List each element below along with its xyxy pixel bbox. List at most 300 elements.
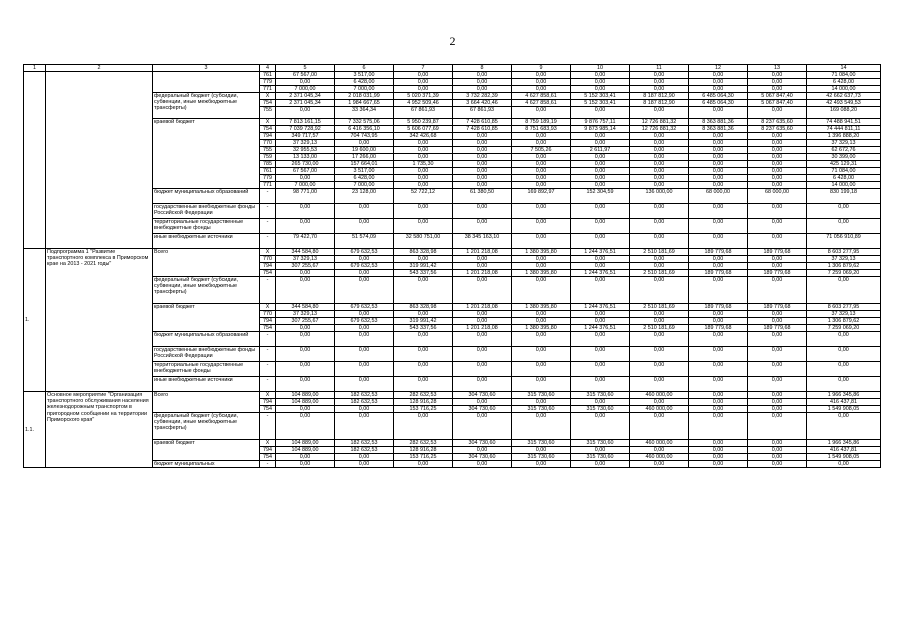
amount-cell: 14 000,00 (807, 182, 881, 189)
amount-cell: 12 726 881,32 (630, 119, 689, 126)
kbk-code-cell: - (260, 189, 276, 204)
amount-cell: 4 627 858,61 (512, 93, 571, 100)
amount-cell: 0,00 (630, 79, 689, 86)
amount-cell: 0,00 (630, 204, 689, 219)
amount-cell: 2 018 031,99 (335, 93, 394, 100)
amount-cell: 8 363 881,36 (689, 126, 748, 133)
amount-cell: 6 416 356,10 (335, 126, 394, 133)
amount-cell: 0,00 (394, 461, 453, 468)
amount-cell: 0,00 (689, 182, 748, 189)
amount-cell: 0,00 (630, 399, 689, 406)
amount-cell: 0,00 (748, 204, 807, 219)
amount-cell: 6 428,00 (807, 175, 881, 182)
kbk-code-cell: X (260, 249, 276, 256)
kbk-code-cell: X (260, 392, 276, 399)
amount-cell: 0,00 (571, 168, 630, 175)
amount-cell: 2 371 045,34 (276, 100, 335, 107)
amount-cell: 1 380 395,80 (512, 325, 571, 332)
funding-source-label: краевой бюджет (153, 304, 260, 332)
amount-cell: 679 632,53 (335, 249, 394, 256)
amount-cell: 315 730,60 (571, 440, 630, 447)
amount-cell: 0,00 (335, 362, 394, 377)
amount-cell: 0,00 (276, 270, 335, 277)
amount-cell: 1 735,30 (394, 161, 453, 168)
amount-cell: 0,00 (571, 175, 630, 182)
amount-cell: 189 779,68 (689, 249, 748, 256)
amount-cell: 0,00 (630, 168, 689, 175)
amount-cell: 0,00 (807, 413, 881, 440)
amount-cell: 0,00 (748, 277, 807, 304)
amount-cell: 0,00 (571, 447, 630, 454)
amount-cell: 0,00 (453, 204, 512, 219)
funding-source-label: бюджет муниципальных образований (153, 189, 260, 204)
amount-cell: 0,00 (689, 147, 748, 154)
kbk-code-cell: - (260, 234, 276, 249)
amount-cell: 863 328,98 (394, 249, 453, 256)
amount-cell: 863 328,98 (394, 304, 453, 311)
amount-cell: 0,00 (335, 140, 394, 147)
amount-cell: 0,00 (512, 263, 571, 270)
amount-cell: 0,00 (453, 175, 512, 182)
amount-cell: 0,00 (689, 154, 748, 161)
amount-cell: 0,00 (276, 332, 335, 347)
funding-source-label: территориальные государственные внебюджетные фонды (153, 362, 260, 377)
amount-cell: 0,00 (335, 332, 394, 347)
amount-cell: 0,00 (571, 263, 630, 270)
amount-cell: 1 201 218,08 (453, 249, 512, 256)
amount-cell: 0,00 (394, 72, 453, 79)
amount-cell: 0,00 (748, 406, 807, 413)
amount-cell: 2 510 181,69 (630, 270, 689, 277)
header-row (24, 65, 881, 72)
amount-cell: 0,00 (689, 332, 748, 347)
amount-cell: 7 000,00 (276, 86, 335, 93)
amount-cell: 0,00 (807, 204, 881, 219)
amount-cell: 0,00 (748, 377, 807, 392)
table-row (24, 440, 881, 447)
amount-cell: 0,00 (571, 219, 630, 234)
amount-cell: 0,00 (748, 413, 807, 440)
column-number-cell: 4 (260, 65, 276, 72)
kbk-code-cell: 755 (260, 147, 276, 154)
amount-cell: 67 861,93 (453, 107, 512, 119)
kbk-code-cell: 754 (260, 100, 276, 107)
amount-cell: 0,00 (689, 311, 748, 318)
kbk-code-cell: 754 (260, 325, 276, 332)
amount-cell: 0,00 (689, 79, 748, 86)
column-number-cell: 6 (335, 65, 394, 72)
amount-cell: 67 567,00 (276, 168, 335, 175)
column-number-cell: 13 (748, 65, 807, 72)
amount-cell: 2 611,97 (571, 147, 630, 154)
amount-cell: 5 152 303,41 (571, 100, 630, 107)
kbk-code-cell: 794 (260, 399, 276, 406)
amount-cell: 0,00 (453, 362, 512, 377)
amount-cell: 5 067 847,40 (748, 100, 807, 107)
amount-cell: 98 771,00 (276, 189, 335, 204)
amount-cell: 0,00 (276, 204, 335, 219)
amount-cell: 0,00 (630, 413, 689, 440)
amount-cell: 0,00 (689, 140, 748, 147)
amount-cell: 0,00 (571, 377, 630, 392)
amount-cell: 704 743,95 (335, 133, 394, 140)
amount-cell: 0,00 (394, 140, 453, 147)
amount-cell: 0,00 (512, 399, 571, 406)
amount-cell: 0,00 (571, 256, 630, 263)
amount-cell: 0,00 (453, 79, 512, 86)
amount-cell: 0,00 (453, 140, 512, 147)
amount-cell: 0,00 (689, 377, 748, 392)
amount-cell: 0,00 (689, 256, 748, 263)
amount-cell: 0,00 (630, 263, 689, 270)
amount-cell: 0,00 (748, 362, 807, 377)
amount-cell: 0,00 (689, 168, 748, 175)
amount-cell: 0,00 (394, 86, 453, 93)
amount-cell: 460 000,00 (630, 406, 689, 413)
amount-cell: 7 000,00 (335, 182, 394, 189)
amount-cell: 0,00 (512, 168, 571, 175)
amount-cell: 0,00 (512, 318, 571, 325)
amount-cell: 169 088,20 (807, 107, 881, 119)
kbk-code-cell: 794 (260, 263, 276, 270)
amount-cell: 0,00 (630, 147, 689, 154)
kbk-code-cell: 759 (260, 154, 276, 161)
amount-cell: 0,00 (689, 318, 748, 325)
amount-cell: 0,00 (748, 447, 807, 454)
amount-cell: 0,00 (689, 362, 748, 377)
amount-cell: 425 129,31 (807, 161, 881, 168)
amount-cell: 0,00 (453, 347, 512, 362)
amount-cell: 182 632,53 (335, 447, 394, 454)
amount-cell: 0,00 (394, 256, 453, 263)
column-number-cell: 2 (46, 65, 153, 72)
amount-cell: 7 000,00 (335, 86, 394, 93)
column-number-cell: 8 (453, 65, 512, 72)
kbk-code-cell: - (260, 413, 276, 440)
amount-cell: 0,00 (807, 362, 881, 377)
amount-cell: 32 580 751,00 (394, 234, 453, 249)
amount-cell: 0,00 (571, 347, 630, 362)
kbk-code-cell: 779 (260, 175, 276, 182)
amount-cell: 1 396 888,20 (807, 133, 881, 140)
kbk-code-cell: - (260, 219, 276, 234)
amount-cell: 0,00 (276, 347, 335, 362)
funding-source-label: иные внебюджетные источники (153, 234, 260, 249)
amount-cell: 37 329,13 (807, 256, 881, 263)
amount-cell: 0,00 (512, 219, 571, 234)
amount-cell: 0,00 (748, 318, 807, 325)
kbk-code-cell: 794 (260, 318, 276, 325)
amount-cell: 0,00 (453, 86, 512, 93)
amount-cell: 0,00 (689, 454, 748, 461)
amount-cell: 0,00 (630, 133, 689, 140)
amount-cell: 1 380 395,80 (512, 270, 571, 277)
amount-cell: 0,00 (335, 347, 394, 362)
amount-cell: 0,00 (276, 454, 335, 461)
amount-cell: 460 000,00 (630, 454, 689, 461)
kbk-code-cell: 794 (260, 133, 276, 140)
amount-cell: 104 889,00 (276, 392, 335, 399)
amount-cell: 0,00 (630, 277, 689, 304)
amount-cell: 182 632,53 (335, 399, 394, 406)
amount-cell: 61 380,50 (453, 189, 512, 204)
amount-cell: 79 422,70 (276, 234, 335, 249)
amount-cell: 37 329,13 (276, 311, 335, 318)
amount-cell: 0,00 (630, 461, 689, 468)
amount-cell: 17 266,00 (335, 154, 394, 161)
amount-cell: 0,00 (276, 219, 335, 234)
amount-cell: 136 000,00 (630, 189, 689, 204)
kbk-code-cell: - (260, 461, 276, 468)
amount-cell: 0,00 (394, 154, 453, 161)
amount-cell: 543 337,56 (394, 325, 453, 332)
amount-cell: 0,00 (512, 311, 571, 318)
amount-cell: 189 779,68 (748, 249, 807, 256)
kbk-code-cell: 761 (260, 72, 276, 79)
amount-cell: 153 716,25 (394, 406, 453, 413)
column-number-cell: 9 (512, 65, 571, 72)
column-number-cell: 10 (571, 65, 630, 72)
amount-cell: 315 730,60 (571, 406, 630, 413)
amount-cell: 0,00 (807, 347, 881, 362)
column-number-cell: 11 (630, 65, 689, 72)
amount-cell: 0,00 (748, 256, 807, 263)
amount-cell: 0,00 (335, 406, 394, 413)
amount-cell: 0,00 (453, 161, 512, 168)
amount-cell: 12 726 881,32 (630, 126, 689, 133)
amount-cell: 0,00 (571, 107, 630, 119)
amount-cell: 0,00 (276, 325, 335, 332)
amount-cell: 67 861,93 (394, 107, 453, 119)
amount-cell: 0,00 (689, 107, 748, 119)
amount-cell: 6 428,00 (335, 175, 394, 182)
amount-cell: 0,00 (748, 234, 807, 249)
amount-cell: 68 000,00 (748, 189, 807, 204)
amount-cell: 0,00 (748, 311, 807, 318)
amount-cell: 1 244 376,51 (571, 249, 630, 256)
amount-cell: 3 732 282,39 (453, 93, 512, 100)
amount-cell: 0,00 (453, 447, 512, 454)
amount-cell: 13 133,00 (276, 154, 335, 161)
amount-cell: 0,00 (630, 175, 689, 182)
amount-cell: 0,00 (571, 461, 630, 468)
amount-cell: 307 255,67 (276, 318, 335, 325)
amount-cell: 1 201 218,08 (453, 304, 512, 311)
kbk-code-cell: 779 (260, 79, 276, 86)
amount-cell: 315 730,60 (512, 454, 571, 461)
kbk-code-cell: X (260, 304, 276, 311)
amount-cell: 0,00 (748, 154, 807, 161)
kbk-code-cell: 770 (260, 140, 276, 147)
amount-cell: 0,00 (748, 182, 807, 189)
amount-cell: 0,00 (394, 332, 453, 347)
amount-cell: 0,00 (689, 133, 748, 140)
program-name-cell (46, 72, 153, 249)
amount-cell: 0,00 (453, 399, 512, 406)
amount-cell: 0,00 (394, 168, 453, 175)
amount-cell: 5 152 303,41 (571, 93, 630, 100)
amount-cell: 62 672,76 (807, 147, 881, 154)
amount-cell: 0,00 (630, 362, 689, 377)
amount-cell: 0,00 (512, 377, 571, 392)
kbk-code-cell: - (260, 362, 276, 377)
amount-cell: 307 255,67 (276, 263, 335, 270)
amount-cell: 5 020 371,39 (394, 93, 453, 100)
amount-cell: 0,00 (512, 256, 571, 263)
kbk-code-cell: 770 (260, 311, 276, 318)
amount-cell: 0,00 (571, 332, 630, 347)
amount-cell: 0,00 (748, 392, 807, 399)
amount-cell: 71 084,00 (807, 168, 881, 175)
amount-cell: 23 128,00 (335, 189, 394, 204)
budget-table (23, 64, 881, 468)
amount-cell: 7 259 069,20 (807, 325, 881, 332)
amount-cell: 679 632,53 (335, 304, 394, 311)
amount-cell: 7 039 728,92 (276, 126, 335, 133)
kbk-code-cell: X (260, 440, 276, 447)
amount-cell: 0,00 (453, 154, 512, 161)
amount-cell: 0,00 (630, 377, 689, 392)
amount-cell: 0,00 (394, 347, 453, 362)
amount-cell: 460 000,00 (630, 440, 689, 447)
amount-cell: 0,00 (335, 256, 394, 263)
amount-cell: 342 426,68 (394, 133, 453, 140)
table-row (24, 392, 881, 399)
funding-source-label: государственные внебюджетные фонды Российской Федерации (153, 204, 260, 219)
amount-cell: 0,00 (748, 347, 807, 362)
amount-cell: 0,00 (335, 219, 394, 234)
column-number-cell: 5 (276, 65, 335, 72)
amount-cell: 8 759 189,19 (512, 119, 571, 126)
amount-cell: 1 201 218,08 (453, 270, 512, 277)
amount-cell: 189 779,68 (689, 270, 748, 277)
amount-cell: 37 329,13 (807, 311, 881, 318)
amount-cell: 1 380 395,80 (512, 304, 571, 311)
amount-cell: 0,00 (512, 332, 571, 347)
amount-cell: 0,00 (335, 277, 394, 304)
amount-cell: 189 779,68 (748, 270, 807, 277)
amount-cell: 6 485 064,30 (689, 93, 748, 100)
amount-cell: 0,00 (335, 413, 394, 440)
amount-cell: 0,00 (394, 362, 453, 377)
amount-cell: 7 428 610,85 (453, 126, 512, 133)
amount-cell: 52 722,12 (394, 189, 453, 204)
amount-cell: 0,00 (571, 204, 630, 219)
amount-cell: 104 889,00 (276, 447, 335, 454)
amount-cell: 7 813 161,15 (276, 119, 335, 126)
amount-cell: 1 984 667,65 (335, 100, 394, 107)
amount-cell: 74 488 941,51 (807, 119, 881, 126)
amount-cell: 4 952 509,46 (394, 100, 453, 107)
amount-cell: 0,00 (748, 440, 807, 447)
amount-cell: 0,00 (748, 161, 807, 168)
page-number: 2 (449, 34, 456, 48)
funding-source-label: государственные внебюджетные фонды Российской Федерации (153, 347, 260, 362)
amount-cell: 0,00 (748, 263, 807, 270)
amount-cell: 37 329,13 (807, 140, 881, 147)
amount-cell: 19 600,00 (335, 147, 394, 154)
kbk-code-cell: 785 (260, 161, 276, 168)
kbk-code-cell: 761 (260, 168, 276, 175)
amount-cell: 1 380 395,80 (512, 249, 571, 256)
amount-cell: 5 067 847,40 (748, 93, 807, 100)
funding-source-label: иные внебюджетные источники (153, 377, 260, 392)
amount-cell: 315 730,60 (512, 440, 571, 447)
amount-cell: 282 632,53 (394, 392, 453, 399)
amount-cell: 128 916,28 (394, 399, 453, 406)
amount-cell: 304 730,60 (453, 454, 512, 461)
amount-cell: 104 889,00 (276, 399, 335, 406)
amount-cell: 0,00 (630, 311, 689, 318)
column-number-cell: 3 (153, 65, 260, 72)
funding-source-label: краевой бюджет (153, 440, 260, 461)
amount-cell: 0,00 (571, 318, 630, 325)
amount-cell: 0,00 (748, 86, 807, 93)
amount-cell: 0,00 (748, 79, 807, 86)
amount-cell: 8 603 277,95 (807, 304, 881, 311)
column-number-cell: 1 (24, 65, 46, 72)
amount-cell: 7 000,00 (276, 182, 335, 189)
amount-cell: 3 517,00 (335, 168, 394, 175)
amount-cell: 37 329,13 (276, 256, 335, 263)
amount-cell: 0,00 (748, 454, 807, 461)
amount-cell: 14 000,00 (807, 86, 881, 93)
amount-cell: 0,00 (807, 277, 881, 304)
amount-cell: 2 510 181,69 (630, 325, 689, 332)
amount-cell: 0,00 (512, 413, 571, 440)
kbk-code-cell: 754 (260, 454, 276, 461)
amount-cell: 0,00 (689, 161, 748, 168)
amount-cell: 315 730,60 (512, 406, 571, 413)
funding-source-label: федеральный бюджет (субсидии, субвенции, иные межбюджетные трансферты) (153, 277, 260, 304)
amount-cell: 282 632,53 (394, 440, 453, 447)
table-row (24, 93, 881, 100)
amount-cell: 0,00 (630, 107, 689, 119)
table-row (24, 219, 881, 234)
amount-cell: 152 304,59 (571, 189, 630, 204)
amount-cell: 1 244 376,51 (571, 304, 630, 311)
amount-cell: 0,00 (630, 318, 689, 325)
amount-cell: 0,00 (453, 311, 512, 318)
column-number-cell: 7 (394, 65, 453, 72)
amount-cell: 315 730,60 (512, 392, 571, 399)
amount-cell: 0,00 (335, 377, 394, 392)
amount-cell: 679 632,53 (335, 318, 394, 325)
amount-cell: 0,00 (276, 107, 335, 119)
amount-cell: 304 730,60 (453, 406, 512, 413)
kbk-code-cell: - (260, 277, 276, 304)
amount-cell: 0,00 (689, 204, 748, 219)
kbk-code-cell: X (260, 119, 276, 126)
amount-cell: 0,00 (630, 347, 689, 362)
amount-cell: 8 187 812,90 (630, 100, 689, 107)
amount-cell: 0,00 (748, 219, 807, 234)
amount-cell: 67 567,00 (276, 72, 335, 79)
amount-cell: 0,00 (335, 454, 394, 461)
amount-cell: 8 603 277,95 (807, 249, 881, 256)
amount-cell: 319 991,42 (394, 318, 453, 325)
amount-cell: 189 779,68 (689, 304, 748, 311)
amount-cell: 416 437,81 (807, 447, 881, 454)
amount-cell: 0,00 (689, 461, 748, 468)
amount-cell: 0,00 (453, 377, 512, 392)
column-number-cell: 14 (807, 65, 881, 72)
amount-cell: 8 237 635,60 (748, 119, 807, 126)
amount-cell: 189 779,68 (748, 304, 807, 311)
amount-cell: 304 730,60 (453, 440, 512, 447)
amount-cell: 0,00 (630, 219, 689, 234)
amount-cell: 0,00 (571, 86, 630, 93)
